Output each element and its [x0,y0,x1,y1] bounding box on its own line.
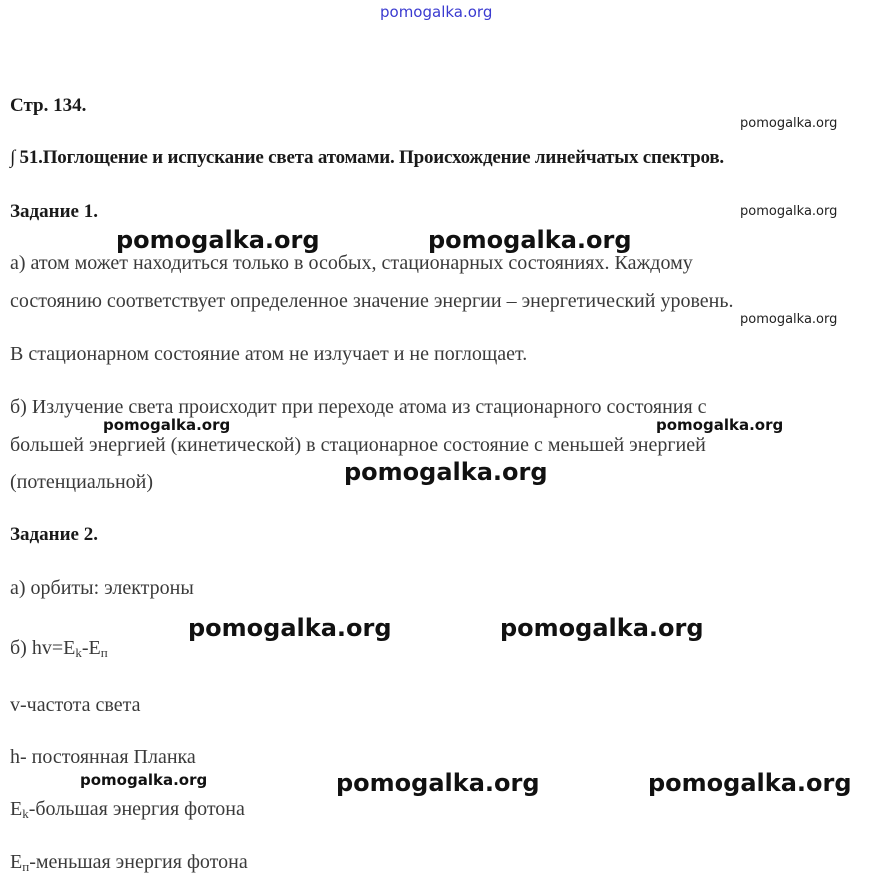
formula-sub-k: k [75,645,82,660]
page-ref: Стр. 134. [10,95,87,116]
ek-text: -большая энергия фотона [28,798,245,820]
watermark-large: pomogalka.org [188,614,392,642]
task1-a-line2: состоянию соответствует определенное значение энергии – энергетический уровень. [10,290,734,312]
watermark-medium: pomogalka.org [103,416,231,434]
task1-b-line3: (потенциальной) [10,471,154,493]
task1-stationary: В стационарном состояние атом не излучает и не поглощает. [10,343,528,365]
formula-sub-p: п [100,645,108,660]
task2-formula [10,637,108,661]
ep-text: -меньшая энергия фотона [29,851,248,873]
watermark-top: pomogalka.org [380,3,493,21]
ek-sub: k [22,806,29,821]
ek-symbol: E [10,798,23,820]
task2-v-def: v-частота света [10,694,141,716]
watermark-medium: pomogalka.org [656,416,784,434]
watermark-large: pomogalka.org [428,226,632,254]
task1-heading: Задание 1. [10,201,98,222]
watermark-large: pomogalka.org [336,769,540,797]
watermark-large: pomogalka.org [648,769,852,797]
ep-sub: п [22,859,30,874]
watermark-large: pomogalka.org [500,614,704,642]
task2-a: а) орбиты: электроны [10,577,194,599]
watermark-small: pomogalka.org [740,204,838,219]
ep-symbol: E [10,851,23,873]
task1-b-line1: б) Излучение света происходит при переходе атома из стационарного состояния с [10,396,707,418]
section-title: ∫ 51.Поглощение и испускание света атомами. Происхождение линейчатых спектров. [10,147,724,168]
task2-heading: Задание 2. [10,524,98,545]
task2-ep-def [10,851,248,875]
task1-a-line1: а) атом может находиться только в особых, стационарных состояниях. Каждому [10,252,693,274]
watermark-small: pomogalka.org [740,312,838,327]
formula-prefix: б) hv=E [10,637,76,659]
task2-ek-def [10,798,245,822]
formula-mid: -E [81,637,101,659]
task2-h-def: h- постоянная Планка [10,746,196,768]
watermark-small: pomogalka.org [740,116,838,131]
watermark-medium: pomogalka.org [80,771,208,789]
watermark-large: pomogalka.org [116,226,320,254]
watermark-large: pomogalka.org [344,458,548,486]
task1-b-line2: большей энергией (кинетической) в стационарное состояние с меньшей энергией [10,434,706,456]
